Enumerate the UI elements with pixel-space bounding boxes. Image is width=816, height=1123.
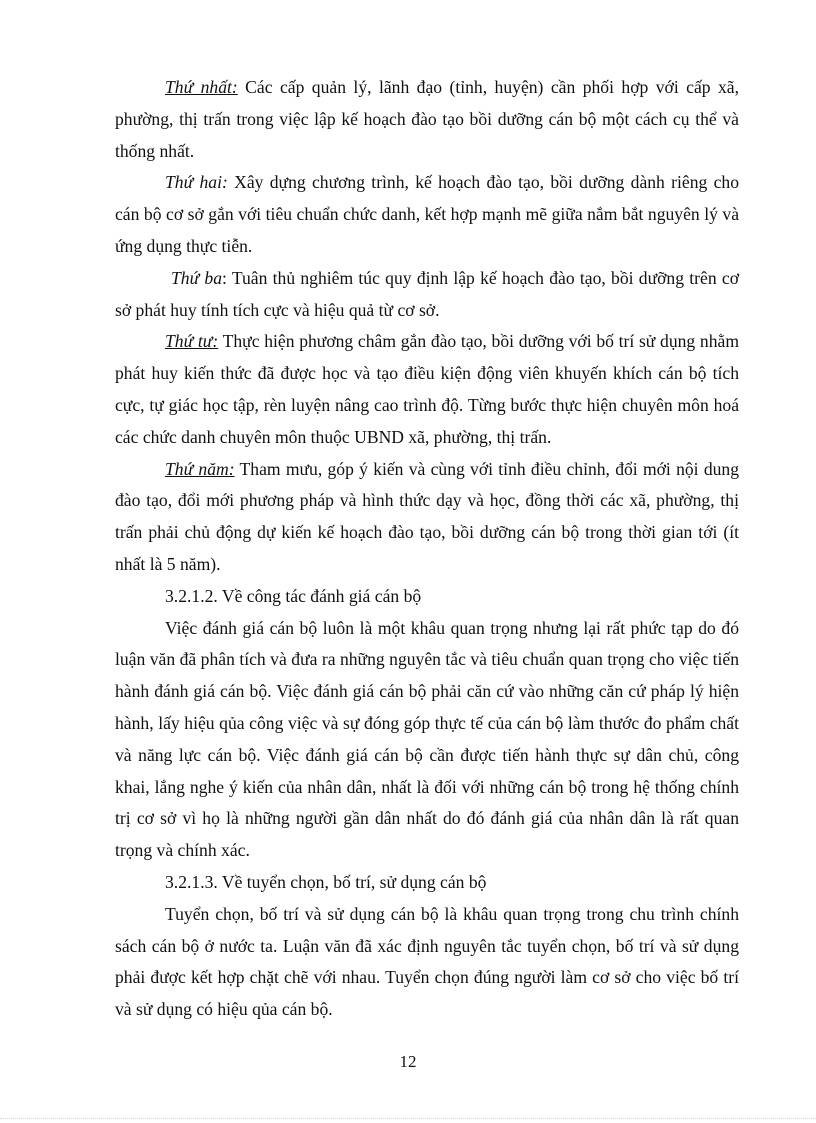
section-heading-tuyen-chon: 3.2.1.3. Về tuyển chọn, bố trí, sử dụng cán bộ [165,871,487,892]
page-number: 12 [399,1052,417,1071]
paragraph-text: Xây dựng chương trình, kế hoạch đào tạo, bồi dưỡng dành riêng cho cán bộ cơ sở gắn với tiêu chuẩn chức danh, kết hợp mạnh mẽ giữa nắm bắt nguyên lý và ứng dụng thực tiễn. [115,172,739,256]
document-page [115,72,739,1026]
section-body-tuyen-chon: Tuyển chọn, bố trí và sử dụng cán bộ là khâu quan trọng trong chu trình chính sách cán bộ ở nước ta. Luận văn đã xác định nguyên tắc tuyển chọn, bố trí và sử dụng phải được kết hợp chặt chẽ với nhau. Tuyển chọn đúng người làm cơ sở cho việc bố trí và sử dụng có hiệu qủa cán bộ. [115,903,739,1020]
paragraph-text: Thực hiện phương châm gắn đào tạo, bồi dưỡng với bố trí sử dụng nhằm phát huy kiến thức đã được học và tạo điều kiện động viên khuyến khích cán bộ tích cực, tự giác học tập, rèn luyện nâng cao trình độ. Từng bước thực hiện chuyên môn hoá các chức danh chuyên môn thuộc UBND xã, phường, thị trấn. [115,331,740,447]
paragraph-lead: Thứ năm: [165,458,235,479]
paragraph-text: Tham mưu, góp ý kiến và cùng với tỉnh điều chỉnh, đổi mới nội dung đào tạo, đổi mới phương pháp và hình thức dạy và học, đồng thời các xã, phường, thị trấn phải chủ động dự kiến kế hoạch đào tạo, bồi dưỡng cán bộ trong thời gian tới (ít nhất là 5 năm). [115,458,740,574]
paragraph-lead: Thứ tư: [165,331,219,352]
page-bottom-divider [0,1118,816,1119]
section-body-danh-gia: Việc đánh giá cán bộ luôn là một khâu quan trọng nhưng lại rất phức tạp do đó luận văn đã phân tích và đưa ra những nguyên tắc và tiêu chuẩn quan trọng cho việc tiến hành đánh giá cán bộ. Việc đánh giá cán bộ phải căn cứ vào những căn cứ pháp lý hiện hành, lấy hiệu qủa công việc và sự đóng góp thực tế của cán bộ làm thước đo phẩm chất và năng lực cán bộ. Việc đánh giá cán bộ cần được tiến hành thực sự dân chủ, công khai, lắng nghe ý kiến của nhân dân, nhất là đối với những cán bộ trong hệ thống chính trị cơ sở vì họ là những người gần dân nhất do đó đánh giá của nhân dân là rất quan trọng và chính xác. [115,617,739,861]
paragraph-thu-nam [115,454,739,581]
paragraph-thu-hai [115,167,739,262]
paragraph-lead: Thứ hai: [165,172,228,193]
paragraph-text: : Tuân thủ nghiêm túc quy định lập kế hoạch đào tạo, bồi dưỡng trên cơ sở phát huy tính tích cực và hiệu quả từ cơ sở. [115,267,739,320]
paragraph-thu-tu [115,326,739,453]
paragraph-text: Các cấp quản lý, lãnh đạo (tỉnh, huyện) cần phối hợp với cấp xã, phường, thị trấn trong việc lập kế hoạch đào tạo bồi dưỡng cán bộ một cách cụ thể và thống nhất. [115,77,739,161]
paragraph-lead: Thứ nhất: [165,77,238,97]
section-heading-danh-gia: 3.2.1.2. Về công tác đánh giá cán bộ [165,585,422,606]
paragraph-lead: Thứ ba [171,267,223,288]
paragraph-thu-nhat [115,72,739,167]
paragraph-thu-ba [115,263,739,327]
